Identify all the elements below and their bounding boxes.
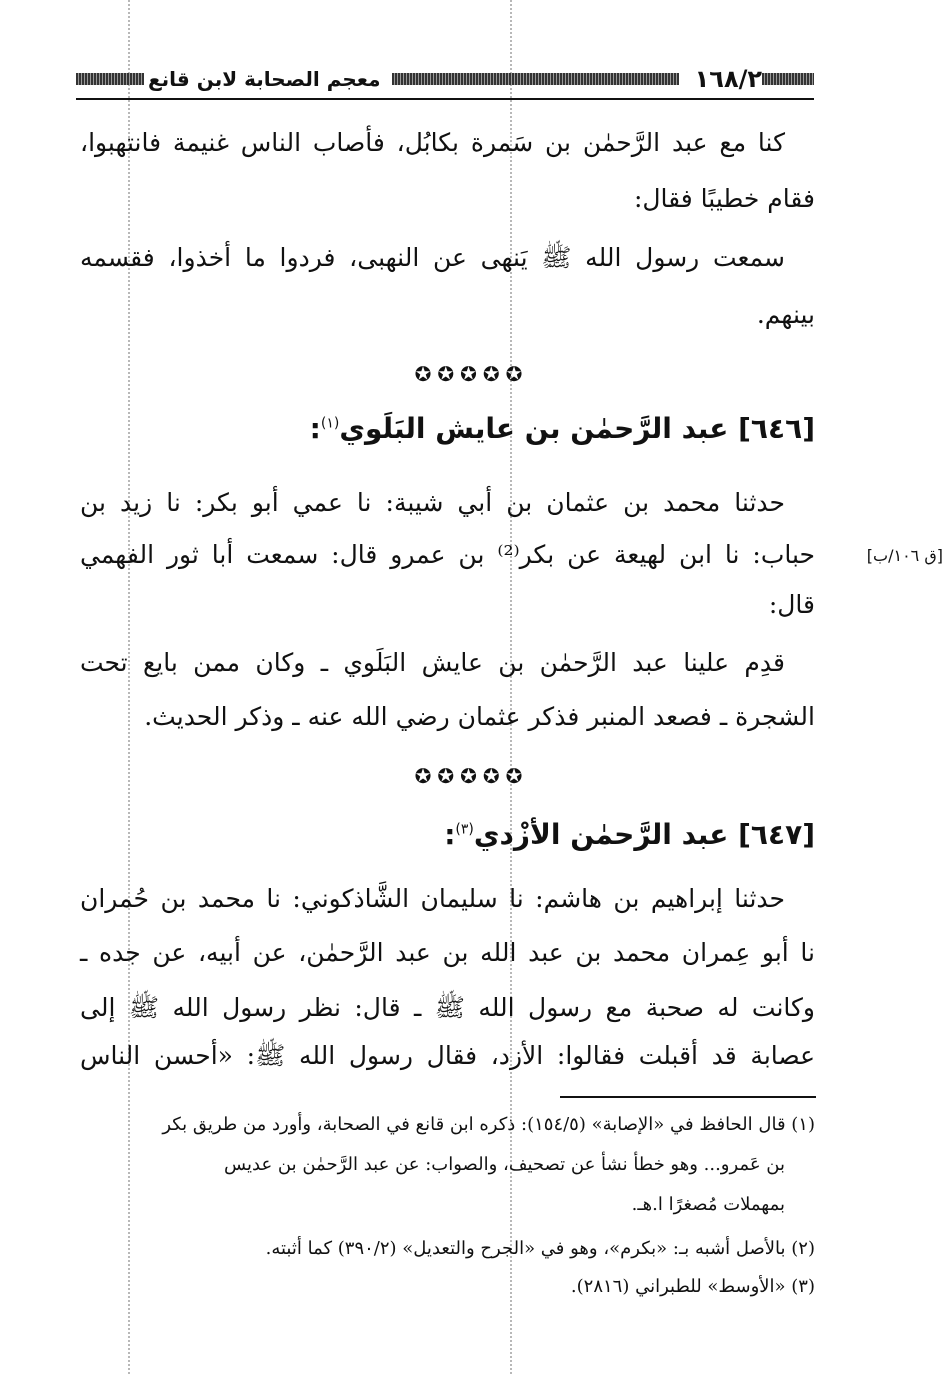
body-line: سمعت رسول الله ﷺ يَنهى عن النهبى، فردوا ما أخذوا، فقسمه bbox=[80, 243, 785, 272]
section-separator: ✪✪✪✪✪ bbox=[414, 764, 529, 788]
margin-note: [ق ١٠٦/ب] bbox=[866, 546, 943, 565]
body-line: قدِم علينا عبد الرَّحمٰن بن عايش البَلَوي ـ وكان ممن بايع تحت bbox=[80, 648, 785, 677]
body-line: حباب: نا ابن لهيعة عن بكر⁽²⁾ بن عمرو قال: سمعت أبا ثور الفهمي bbox=[80, 540, 815, 569]
body-line: فقام خطيبًا فقال: bbox=[633, 184, 815, 213]
body-line: بينهم. bbox=[756, 300, 815, 329]
header-ornament-right bbox=[762, 73, 814, 85]
entry-heading-646 bbox=[310, 412, 815, 445]
body-line: حدثنا إبراهيم بن هاشم: نا سليمان الشَّاذكوني: نا محمد بن حُمران bbox=[80, 884, 785, 913]
body-line: وكانت له صحبة مع رسول الله ﷺ ـ قال: نظر رسول الله ﷺ إلى bbox=[80, 993, 815, 1022]
footnote-line: (٣) «الأوسط» للطبراني (٢٨١٦). bbox=[570, 1276, 815, 1297]
book-title: معجم الصحابة لابن قانع bbox=[148, 67, 381, 91]
body-line: الشجرة ـ فصعد المنبر فذكر عثمان رضي الله عنه ـ وذكر الحديث. bbox=[144, 702, 815, 731]
body-line: كنا مع عبد الرَّحمٰن بن سَمرة بكابُل، فأصاب الناس غنيمة فانتهبوا، bbox=[80, 128, 785, 157]
entry-colon: : bbox=[309, 412, 321, 445]
header-ornament-middle bbox=[392, 73, 678, 85]
footnote-marker: (٣) bbox=[455, 821, 474, 838]
footnote-line: بمهملات مُصغرًا ا.هـ. bbox=[631, 1194, 785, 1215]
entry-name: عبد الرَّحمٰن الأزْدي bbox=[473, 818, 729, 851]
body-line: عصابة قد أقبلت فقالوا: الأزد، فقال رسول الله ﷺ: «أحسن الناس bbox=[80, 1041, 815, 1070]
running-header bbox=[76, 62, 814, 96]
entry-number: [٦٤٧] bbox=[738, 818, 815, 851]
page-number: ١٦٨/٢ bbox=[694, 65, 762, 93]
body-line: حدثنا محمد بن عثمان بن أبي شيبة: نا عمي أبو بكر: نا زيد بن bbox=[80, 488, 785, 517]
body-line: قال: bbox=[768, 590, 815, 619]
footnote-rule bbox=[560, 1096, 816, 1098]
footnote-line: (١) قال الحافظ في «الإصابة» (١٥٤/٥): ذكره ابن قانع في الصحابة، وأورد من طريق بكر bbox=[162, 1114, 815, 1135]
header-ornament-left bbox=[76, 73, 144, 85]
entry-name: عبد الرَّحمٰن بن عايش البَلَوي bbox=[339, 412, 729, 445]
footnote-line: بن عَمرو... وهو خطأ نشأ عن تصحيف، والصواب: عن عبد الرَّحمٰن بن عديس bbox=[224, 1154, 785, 1175]
section-separator: ✪✪✪✪✪ bbox=[414, 362, 529, 386]
body-line: نا أبو عِمران محمد بن عبد الله بن عبد الرَّحمٰن، عن أبيه، عن جده ـ bbox=[80, 938, 815, 967]
header-rule bbox=[76, 98, 814, 100]
footnote-line: (٢) بالأصل أشبه بـ: «بكرم»، وهو في «الجرح والتعديل» (٣٩٠/٢) كما أثبته. bbox=[265, 1238, 815, 1259]
entry-colon: : bbox=[444, 818, 456, 851]
entry-number: [٦٤٦] bbox=[738, 412, 815, 445]
entry-heading-647 bbox=[444, 818, 815, 851]
footnote-marker: (١) bbox=[320, 415, 340, 432]
